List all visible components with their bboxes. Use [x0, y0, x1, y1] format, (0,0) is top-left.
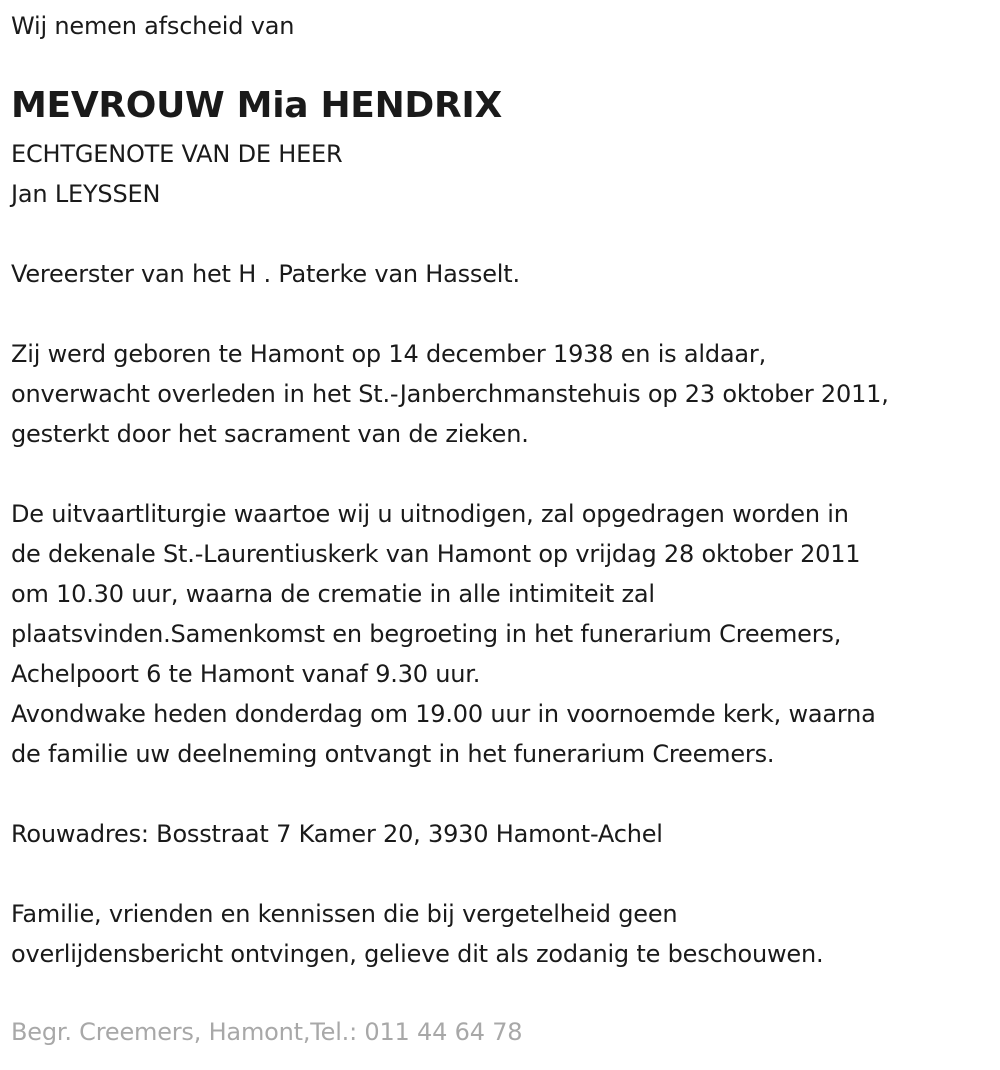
paragraph-line: overlijdensbericht ontvingen, gelieve dit als zodanig te beschouwen. — [11, 940, 824, 968]
family-paragraph — [11, 894, 823, 974]
paragraph-line: De uitvaartliturgie waartoe wij u uitnodigen, zal opgedragen worden in — [11, 500, 849, 528]
mourning-address: Rouwadres: Bosstraat 7 Kamer 20, 3930 Hamont-Achel — [11, 820, 663, 848]
funeral-paragraph — [11, 494, 876, 774]
paragraph-line: Zij werd geboren te Hamont op 14 december 1938 en is aldaar, — [11, 340, 767, 368]
paragraph-line: Familie, vrienden en kennissen die bij vergetelheid geen — [11, 900, 678, 928]
spouse-line: ECHTGENOTE VAN DE HEER — [11, 140, 343, 168]
paragraph-line: Achelpoort 6 te Hamont vanaf 9.30 uur. — [11, 660, 481, 688]
spouse-line: Jan LEYSSEN — [11, 180, 161, 208]
paragraph-line: om 10.30 uur, waarna de crematie in alle intimiteit zal — [11, 580, 655, 608]
address-block — [11, 814, 663, 854]
paragraph-line: gesterkt door het sacrament van de zieken. — [11, 420, 529, 448]
paragraph-line: de familie uw deelneming ontvangt in het funerarium Creemers. — [11, 740, 775, 768]
paragraph-line: plaatsvinden.Samenkomst en begroeting in het funerarium Creemers, — [11, 620, 842, 648]
paragraph-line: onverwacht overleden in het St.-Janberchmanstehuis op 23 oktober 2011, — [11, 380, 889, 408]
funeral-home-footer: Begr. Creemers, Hamont,Tel.: 011 44 64 78 — [11, 1018, 523, 1046]
birth-death-paragraph — [11, 334, 889, 454]
spouse-block — [11, 134, 343, 214]
vereerster-text: Vereerster van het H . Paterke van Hasselt. — [11, 260, 520, 288]
vereerster-block — [11, 254, 520, 294]
paragraph-line: Avondwake heden donderdag om 19.00 uur in voornoemde kerk, waarna — [11, 700, 876, 728]
intro-text: Wij nemen afscheid van — [11, 12, 295, 40]
deceased-name: MEVROUW Mia HENDRIX — [11, 85, 502, 126]
paragraph-line: de dekenale St.-Laurentiuskerk van Hamont op vrijdag 28 oktober 2011 — [11, 540, 861, 568]
